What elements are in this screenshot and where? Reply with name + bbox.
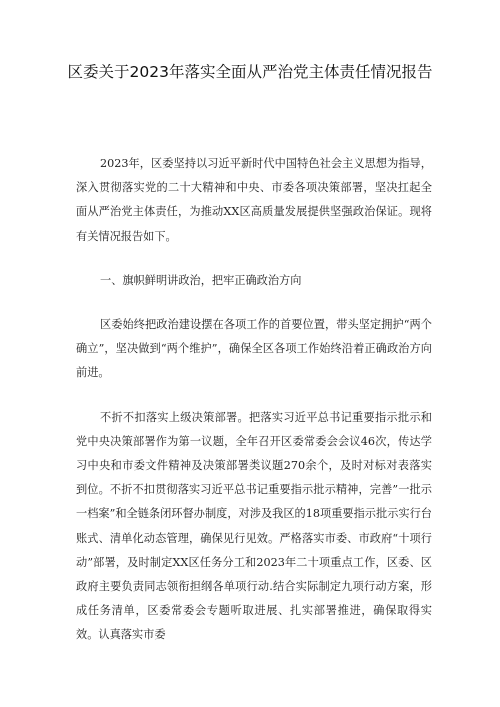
body-paragraph: 区委始终把政治建设摆在各项工作的首要位置，带头坚定拥护“两个确立”，坚决做到“两个维护”，确保全区各项工作始终沿着正确政治方向前进。 [76, 318, 432, 380]
section-heading: 一、旗帜鲜明讲政治，把牢正确政治方向 [100, 273, 302, 287]
intro-paragraph: 2023年，区委坚持以习近平新时代中国特色社会主义思想为指导，深入贯彻落实党的二十大精神和中央、市委各项决策部署，坚决扛起全面从严治党主体责任，为推动XX区高质量发展提供坚强政治保证。现将有关情况报告如下。 [76, 157, 432, 243]
body-paragraph: 不折不扣落实上级决策部署。把落实习近平总书记重要指示批示和党中央决策部署作为第一议题，全年召开区委常委会会议46次，传达学习中央和市委文件精神及决策部署类议题270余个，及时对标对表落实到位。不折不扣贯彻落实习近平总书记重要指示批示精神，完善”一批示一档案”和全链条闭环督办制度，对涉及我区的18项重要指示批示实行台账式、清单化动态管理，确保见行见效。严格落实市委、市政府“十项行动”部署，及时制定XX区任务分工和2023年二十项重点工作，区委、区政府主要负责同志领衔担纲各单项行动.结合实际制定九项行动方案，形成任务清单，区委常委会专题听取进展、扎实部署推进，确保取得实效。认真落实市委 [76, 410, 432, 642]
document-body [76, 152, 432, 648]
document-title: 区委关于2023年落实全面从严治党主体责任情况报告 [67, 63, 433, 81]
